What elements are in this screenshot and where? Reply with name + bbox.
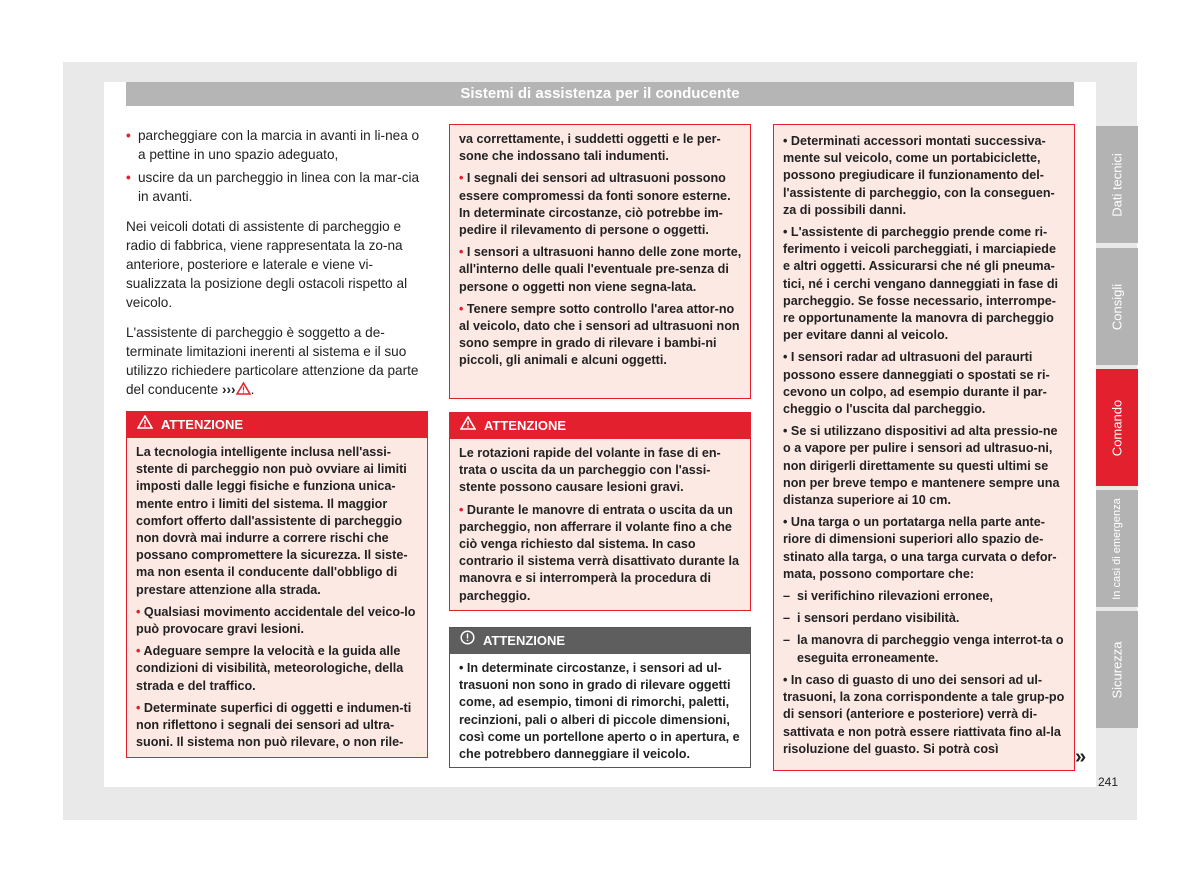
warning-box-continued [449, 124, 751, 399]
cross-ref-arrows[interactable]: ››› [222, 382, 236, 397]
info-circle-icon [460, 628, 475, 654]
list-item: • Qualsiasi movimento accidentale del veico-lo può provocare gravi lesioni. [136, 604, 416, 637]
warning-box [126, 411, 428, 758]
list-item: • Durante le manovre di entrata o uscita da un parcheggio, non afferrare il volante fino a che ciò venga richiesto dal sistema. In caso contrario il sistema verrà disattivato durante la manovra e si interromperà la procedura di parcheggio. [459, 502, 739, 603]
list-item-text: Determinati accessori montati successiva-mente sul veicolo, come un portabiciclette, possono pregiudicare il funzionamento del-l'assistente di parcheggio, con la conseguen-za di possibili danni. [783, 134, 1055, 217]
warning-triangle-icon [460, 413, 476, 439]
caution-header [450, 628, 750, 654]
tab-consigli[interactable] [1096, 248, 1138, 365]
list-item-text: Se si utilizzano dispositivi ad alta pressio-ne o a vapore per pulire i sensori ad ultrasuo-ni, non dirigerli direttamente su questi ultimi se non per breve tempo e mantenere sempre una distanza superiore ai 10 cm. [783, 424, 1060, 508]
list-item: • L'assistente di parcheggio prende come ri-ferimento i veicoli parcheggiati, i marciapiede e altri oggetti. Assicurarsi che né gli pneuma-tici, né i cerchi vengano danneggiati in fase di parcheggio. Se fosse necessario, interrompe-re opportunamente la manovra di parcheggio per evitare danni al veicolo. [783, 225, 1059, 343]
list-item-text: Qualsiasi movimento accidentale del veico-lo può provocare gravi lesioni. [136, 604, 416, 637]
caution-body [450, 654, 750, 768]
caution-title: ATTENZIONE [483, 633, 566, 648]
list-item: • Una targa o un portatarga nella parte ante-riore di dimensioni superiori allo spazio de-stinato alla targa, o una targa curvata o defor-mata, possono comportare che: [783, 515, 1057, 581]
list-item [126, 168, 427, 206]
list-item-text: I segnali dei sensori ad ultrasuoni possono essere compromessi da fonti sonore esterne. In determinate circostanze, ciò potrebbe im-pedire il rilevamento di persone o oggetti. [459, 171, 731, 238]
list-item-text: Tenere sempre sotto controllo l'area attor-no al veicolo, dato che i sensori ad ultrasuoni non sono sempre in grado di rilevare i bambi-ni piccoli, gli animali e alcuni oggetti. [459, 301, 740, 368]
tab-label: Dati tecnici [1109, 152, 1125, 217]
dash-item-text: i sensori perdano visibilità. [797, 611, 960, 626]
list-item-text: In caso di guasto di uno dei sensori ad ul-trasuoni, la zona corrispondente a tale grup-po di sensori (anteriore e posteriore) verrà di-sattivata e non potrà essere riattivata fino al-la risoluzione del guasto. Si potrà così [783, 672, 1065, 756]
list-item-text: Una targa o un portatarga nella parte ante-riore di dimensioni superiori allo spazio de-stinato alla targa, o una targa curvata o defor-mata, possono comportare che: [783, 515, 1057, 581]
list-item-text: Durante le manovre di entrata o uscita da un parcheggio, non afferrare il volante fino a che ciò venga richiesto dal sistema. In caso contrario il sistema verrà disattivato durante la manovra e si interromperà la procedura di parcheggio. [459, 502, 739, 603]
list-item: • I sensori radar ad ultrasuoni del paraurti possono essere danneggiati o spostati se ri-cevono un colpo, ad esempio durante il par-cheggio o l'uscita dal parcheggio. [783, 350, 1050, 417]
bullet-icon: • [126, 128, 131, 143]
warning-title: ATTENZIONE [484, 418, 567, 433]
note-box-continued [773, 124, 1075, 771]
warning-header [127, 412, 427, 438]
warning-body [450, 439, 750, 611]
warning-triangle-icon [137, 412, 153, 438]
tab-emergenza[interactable] [1096, 490, 1138, 607]
warning-body [450, 125, 750, 379]
dash-item-text: si verifichino rilevazioni erronee, [797, 589, 993, 604]
list-item [126, 126, 427, 164]
page-number: 241 [1098, 775, 1119, 789]
list-item: • I segnali dei sensori ad ultrasuoni possono essere compromessi da fonti sonore esterne. In determinate circostanze, ciò potrebbe im-pedire il rilevamento di persone o oggetti. [459, 171, 731, 238]
list-item: • In determinate circostanze, i sensori ad ul-trasuoni non sono in grado di rilevare oggetti come, ad esempio, timoni di rimorchi, paletti, recinzioni, pali o alberi di piccole dimensioni, così come un portellone aperto o in apertura, e che potrebbero danneggiare il veicolo. [459, 661, 740, 762]
dash-item: – si verifichino rilevazioni erronee, [783, 589, 993, 604]
warning-body [127, 438, 427, 758]
list-item-text: L'assistente di parcheggio prende come ri-ferimento i veicoli parcheggiati, i marciapiede e altri oggetti. Assicurarsi che né gli pneuma-tici, né i cerchi vengano danneggiati in fase di parcheggio. Se fosse necessario, interrompe-re opportunamente la manovra di parcheggio per evitare danni al veicolo. [783, 225, 1059, 343]
list-item-text: Adeguare sempre la velocità e la guida alle condizioni di visibilità, meteorologiche, della strada e del traffico. [136, 644, 404, 693]
warning-box [449, 412, 751, 611]
list-item-text: I sensori a ultrasuoni hanno delle zone morte, all'interno delle quali l'eventuale pre-senza di persone o oggetti non viene segna-lata. [459, 245, 742, 294]
list-item: • Determinate superfici di oggetti e indumen-ti non riflettono i segnali dei sensori ad ultra-suoni. Il sistema non può rilevare, o non rile- [136, 700, 412, 750]
warning-text: La tecnologia intelligente inclusa nell'assi-stente di parcheggio non può ovviare ai limiti imposti dalle leggi fisiche e funziona unica-mente entro i limiti del sistema. Il maggior comfort offerto dall'assistente di parcheggio non dovrà mai indurre a correre rischi che possano compromettere la sicurezza. Il siste-ma non esenta il conducente dall'obbligo di prestare attenzione alla strada. [136, 445, 408, 597]
list-item: • Tenere sempre sotto controllo l'area attor-no al veicolo, dato che i sensori ad ultrasuoni non sono sempre in grado di rilevare i bambi-ni piccoli, gli animali e alcuni oggetti. [459, 301, 740, 368]
paragraph-text: L'assistente di parcheggio è soggetto a de-terminate limitazioni inerenti al sistema e il suo utilizzo richiedere particolare attenzione da parte del conducente [126, 325, 419, 397]
caution-box [449, 627, 751, 768]
warning-text: va correttamente, i suddetti oggetti e le per-sone che indossano tali indumenti. [459, 132, 721, 164]
continue-arrow-icon: » [1075, 746, 1087, 768]
tab-sicurezza[interactable] [1096, 611, 1138, 728]
dash-item: – i sensori perdano visibilità. [783, 611, 960, 626]
list-item-text: Determinate superfici di oggetti e indumen-ti non riflettono i segnali dei sensori ad ultra-suoni. Il sistema non può rilevare, o non rile- [136, 700, 412, 750]
warning-text: Le rotazioni rapide del volante in fase di en-trata o uscita da un parcheggio con l'assi-stente possono causare lesioni gravi. [459, 446, 721, 495]
warning-header [450, 413, 750, 439]
warning-title: ATTENZIONE [161, 417, 244, 432]
list-item: • Adeguare sempre la velocità e la guida alle condizioni di visibilità, meteorologiche, della strada e del traffico. [136, 644, 404, 693]
list-item-text: In determinate circostanze, i sensori ad ul-trasuoni non sono in grado di rilevare oggetti come, ad esempio, timoni di rimorchi, paletti, recinzioni, pali o alberi di piccole dimensioni, così come un portellone aperto o in apertura, e che potrebbero danneggiare il veicolo. [459, 661, 740, 762]
list-item: • I sensori a ultrasuoni hanno delle zone morte, all'interno delle quali l'eventuale pre-senza di persone o oggetti non viene segna-lata. [459, 245, 742, 294]
section-header: Sistemi di assistenza per il conducente [126, 82, 1074, 106]
column-1 [126, 126, 427, 410]
tab-label: In casi di emergenza [1111, 497, 1123, 600]
paragraph: L'assistente di parcheggio è soggetto a de-terminate limitazioni inerenti al sistema e il suo utilizzo richiedere particolare attenzione da parte del conducente ››› . [126, 325, 419, 397]
dash-item: – la manovra di parcheggio venga interrot-ta o eseguita erroneamente. [783, 633, 1064, 665]
paragraph: Nei veicoli dotati di assistente di parcheggio e radio di fabbrica, viene rappresentata la zo-na anteriore, posteriore e laterale e viene vi-sualizzata la posizione degli ostacoli rispetto al veicolo. [126, 219, 408, 310]
list-item: • In caso di guasto di uno dei sensori ad ul-trasuoni, la zona corrispondente a tale grup-po di sensori (anteriore e posteriore) verrà di-sattivata e non potrà essere riattivata fino al-la risoluzione del guasto. Si potrà così [783, 672, 1065, 756]
list-item-text: I sensori radar ad ultrasuoni del paraurti possono essere danneggiati o spostati se ri-cevono un colpo, ad esempio durante il par-cheggio o l'uscita dal parcheggio. [783, 350, 1050, 417]
note-body [774, 125, 1074, 767]
list-item-text: uscire da un parcheggio in linea con la mar-cia in avanti. [138, 170, 420, 204]
tab-dati-tecnici[interactable] [1096, 126, 1138, 243]
tab-comando[interactable] [1096, 369, 1138, 486]
list-item-text: parcheggiare con la marcia in avanti in li-nea o a pettine in uno spazio adeguato, [138, 128, 420, 162]
list-item: • Se si utilizzano dispositivi ad alta pressio-ne o a vapore per pulire i sensori ad ultrasuo-ni, non dirigerli direttamente su questi ultimi se non per breve tempo e mantenere sempre una distanza superiore ai 10 cm. [783, 424, 1060, 508]
tab-label: Consigli [1109, 283, 1125, 330]
warning-triangle-icon [236, 382, 251, 397]
bullet-icon: • [126, 170, 131, 185]
list-item: • Determinati accessori montati successiva-mente sul veicolo, come un portabiciclette, possono pregiudicare il funzionamento del-l'assistente di parcheggio, con la conseguen-za di possibili danni. [783, 134, 1055, 217]
tab-label: Comando [1109, 399, 1125, 456]
tab-label: Sicurezza [1109, 640, 1125, 699]
dash-item-text: la manovra di parcheggio venga interrot-ta o eseguita erroneamente. [797, 633, 1064, 665]
